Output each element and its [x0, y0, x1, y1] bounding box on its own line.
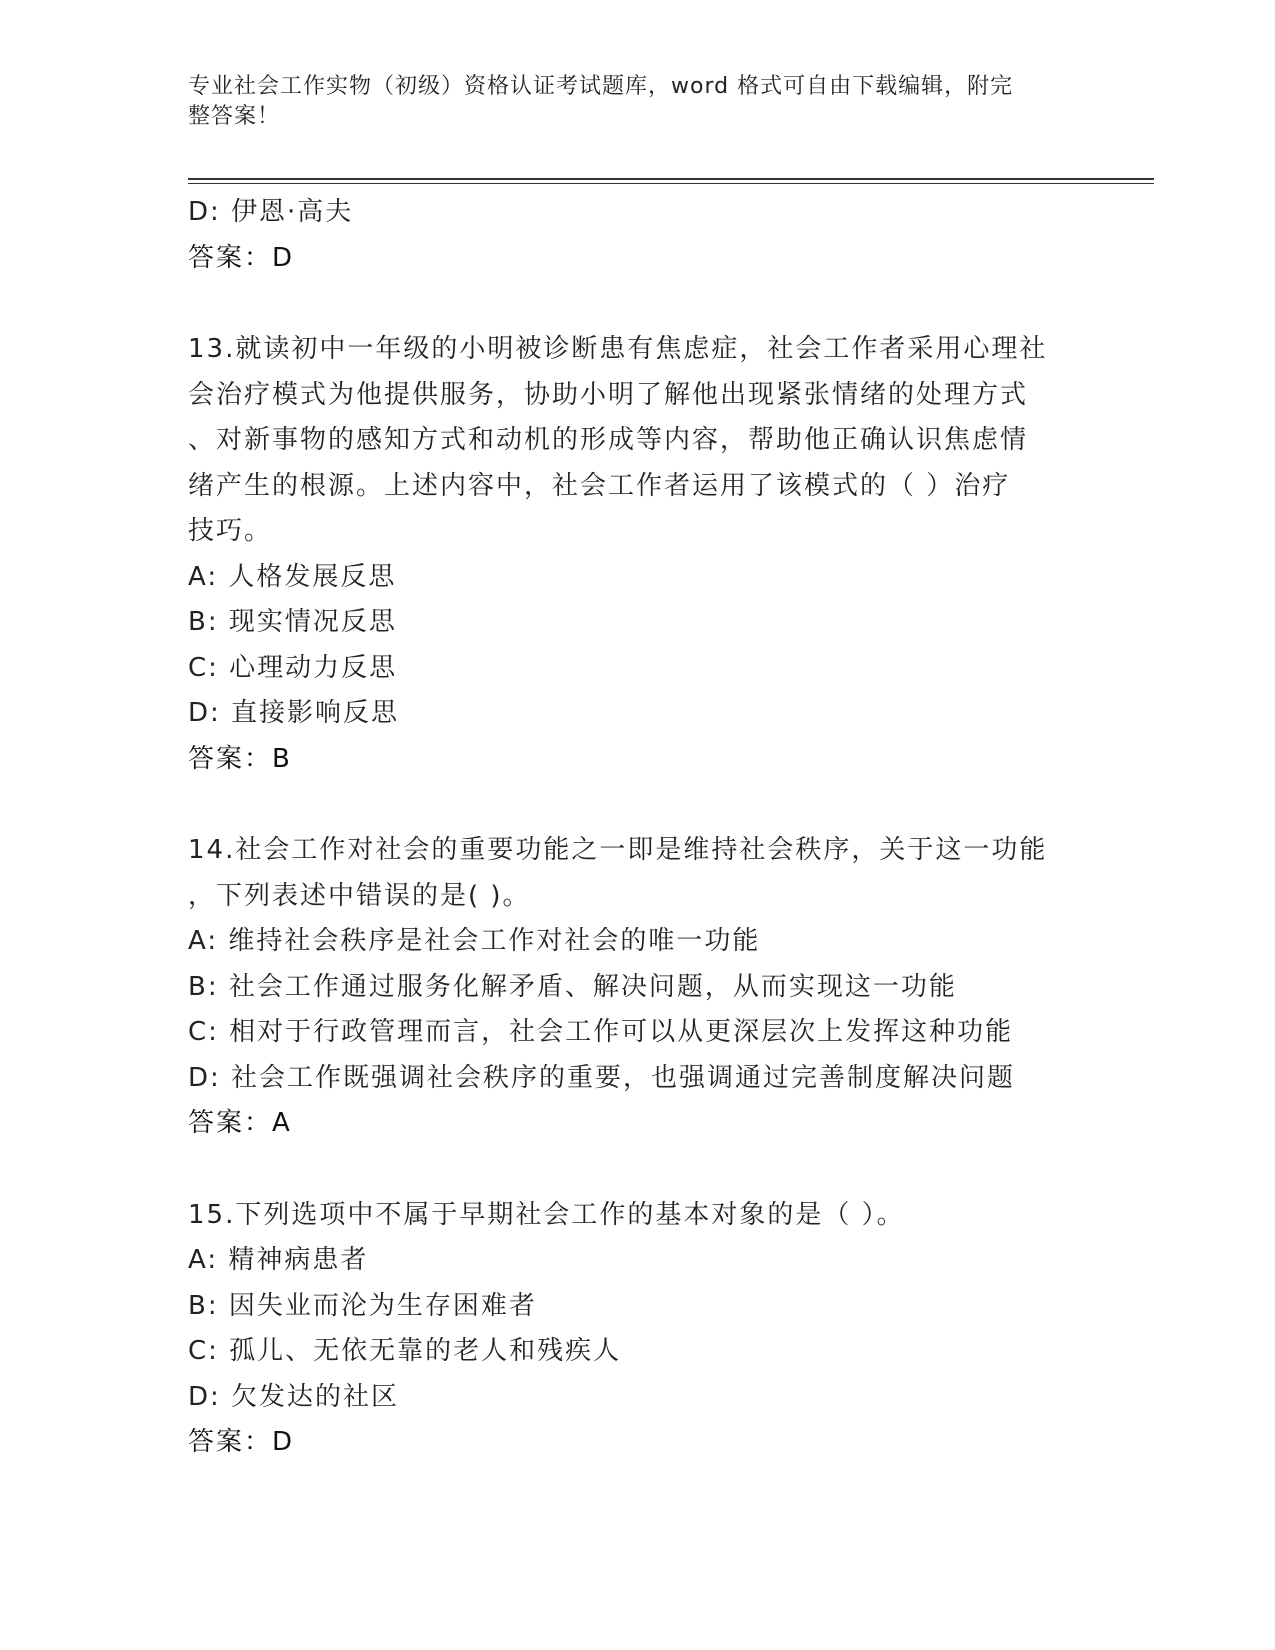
question-content [188, 190, 1088, 1466]
option-c: C: 相对于行政管理而言，社会工作可以从更深层次上发挥这种功能 [188, 1017, 1014, 1047]
header-rule-thick [188, 178, 1154, 180]
option-d: D: 伊恩·高夫 [188, 197, 354, 227]
option-b: B: 社会工作通过服务化解矛盾、解决问题，从而实现这一功能 [188, 971, 957, 1002]
option-c: C: 孤儿、无依无靠的老人和残疾人 [188, 1336, 622, 1366]
question-stem-line: 14.社会工作对社会的重要功能之一即是维持社会秩序，关于这一功能 [188, 835, 1048, 865]
question-stem-line: 13.就读初中一年级的小明被诊断患有焦虑症，社会工作者采用心理社 [188, 334, 1048, 364]
option-a: A: 精神病患者 [188, 1245, 369, 1275]
option-d: D: 直接影响反思 [188, 698, 400, 728]
question-stem-line: 绪产生的根源。上述内容中，社会工作者运用了该模式的（ ）治疗 [188, 470, 1011, 501]
question-stem-line: 15.下列选项中不属于早期社会工作的基本对象的是（ ）。 [188, 1199, 905, 1230]
question-stem-line: 技巧。 [188, 516, 273, 546]
header-line-2: 整答案！ [188, 104, 281, 129]
question-stem-line: 会治疗模式为他提供服务，协助小明了解他出现紧张情绪的处理方式 [188, 379, 1029, 410]
answer-line: 答案：D [188, 1427, 295, 1457]
header-rule-thin [188, 183, 1154, 184]
option-d: D: 欠发达的社区 [188, 1381, 400, 1412]
page-header [188, 72, 1068, 132]
answer-line: 答案：A [188, 1108, 292, 1138]
question-15 [188, 1193, 1088, 1466]
answer-line: 答案：D [188, 242, 295, 273]
question-stem-line: ，下列表述中错误的是( )。 [188, 880, 531, 911]
option-a: A: 维持社会秩序是社会工作对社会的唯一功能 [188, 926, 761, 956]
question-14 [188, 828, 1088, 1147]
option-d: D: 社会工作既强调社会秩序的重要，也强调通过完善制度解决问题 [188, 1062, 1016, 1093]
question-13 [188, 327, 1088, 782]
option-c: C: 心理动力反思 [188, 652, 398, 683]
option-a: A: 人格发展反思 [188, 561, 397, 592]
question-stem-line: 、对新事物的感知方式和动机的形成等内容，帮助他正确认识焦虑情 [188, 425, 1029, 455]
answer-line: 答案：B [188, 743, 292, 774]
option-b: B: 因失业而沦为生存困难者 [188, 1290, 537, 1321]
header-line-1: 专业社会工作实物（初级）资格认证考试题库，word 格式可自由下载编辑，附完 [188, 74, 1014, 99]
option-b: B: 现实情况反思 [188, 607, 397, 637]
